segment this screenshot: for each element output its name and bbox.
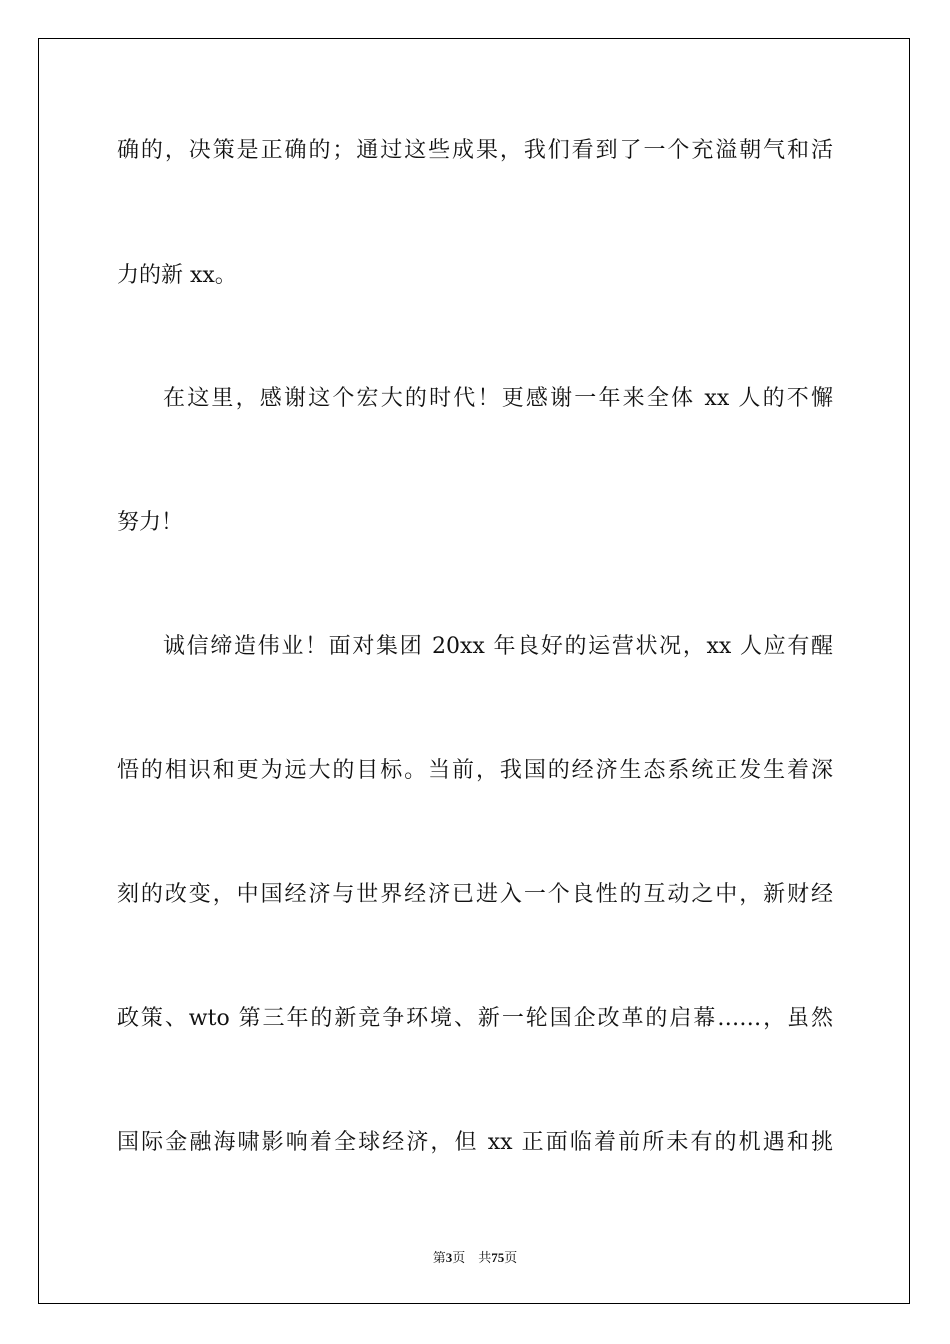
- page-footer: [0, 1247, 950, 1266]
- body-line-3: 在这里，感谢这个宏大的时代！更感谢一年来全体 xx 人的不懈: [163, 386, 833, 411]
- body-line-5: 诚信缔造伟业！面对集团 20xx 年良好的运营状况，xx 人应有醒: [163, 634, 833, 659]
- footer-total-pages: 75: [491, 1250, 505, 1265]
- footer-page-number: 3: [445, 1250, 453, 1265]
- body-line-6: 悟的相识和更为远大的目标。当前，我国的经济生态系统正发生着深: [117, 758, 833, 783]
- body-line-7: 刻的改变，中国经济与世界经济已进入一个良性的互动之中，新财经: [117, 882, 833, 907]
- body-line-8: 政策、wto 第三年的新竞争环境、新一轮国企改革的启幕……，虽然: [117, 1006, 833, 1031]
- body-line-9: 国际金融海啸影响着全球经济，但 xx 正面临着前所未有的机遇和挑: [117, 1130, 833, 1155]
- footer-prefix: 第: [432, 1251, 446, 1266]
- body-line-4: 努力！: [117, 510, 184, 535]
- footer-mid: 页 共: [452, 1251, 492, 1266]
- body-line-2: 力的新 xx。: [117, 263, 237, 288]
- page-border: [38, 38, 910, 1304]
- footer-suffix: 页: [504, 1251, 518, 1266]
- body-line-1: 确的，决策是正确的；通过这些成果，我们看到了一个充溢朝气和活: [117, 138, 833, 163]
